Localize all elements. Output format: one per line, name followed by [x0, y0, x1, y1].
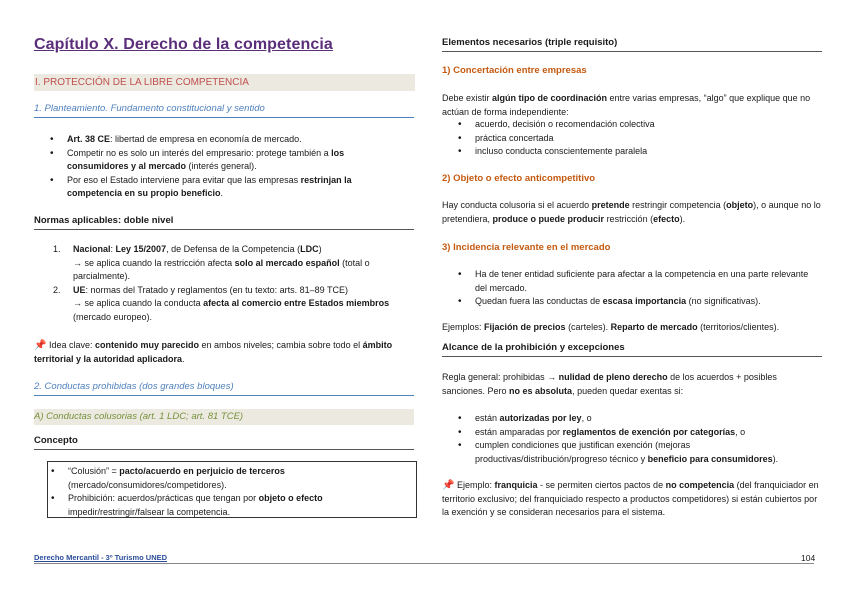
list-item: • acuerdo, decisión o recomendación colectiva: [455, 118, 815, 132]
list-item: • Por eso el Estado interviene para evitar que las empresas restrinjan la competencia en su propio beneficio.: [47, 174, 407, 201]
list-item: • práctica concertada: [455, 132, 815, 146]
franquicia-example: 📌 Ejemplo: franquicia - se permiten ciertos pactos de no competencia (del franquiciador en territorio exclusivo; del franquiciado respecto a productos competidores) si están cubiertos por la exención y se consideran necesarios para el sistema.: [442, 480, 819, 517]
concepto-box: [47, 461, 417, 518]
section-heading: I. PROTECCIÓN DE LA LIBRE COMPETENCIA: [34, 74, 415, 91]
list-item: • Quedan fuera las conductas de escasa importancia (no significativas).: [455, 295, 815, 309]
page-number: 104: [801, 553, 816, 563]
pushpin-icon: 📌: [34, 340, 47, 351]
list-item: • Art. 38 CE: libertad de empresa en economía de mercado.: [47, 133, 407, 147]
exenciones-list: [455, 412, 820, 466]
idea-clave: 📌 Idea clave: contenido muy parecido en ambos niveles; cambia sobre todo el ámbito territorial y la autoridad aplicadora.: [34, 340, 393, 364]
requisito-2-text: Hay conducta colusoria si el acuerdo pretende restringir competencia (objeto), o aunque no lo pretendiera, produce o puede producir restricción (efecto).: [442, 200, 821, 224]
pushpin-icon: 📌: [442, 480, 455, 491]
requisito-1-text: Debe existir algún tipo de coordinación entre varias empresas, “algo” que explique que no actúan de forma independiente:: [442, 93, 811, 117]
list-item: • incluso conducta conscientemente paralela: [455, 145, 815, 159]
footer-link[interactable]: Derecho Mercantil - 3º Turismo UNED: [34, 553, 168, 562]
fundamento-list: [47, 133, 407, 201]
requisito-3-heading: 3) Incidencia relevante en el mercado: [442, 242, 611, 253]
list-item: • “Colusión” = pacto/acuerdo en perjuicio de terceros (mercado/consumidores/competidores).: [48, 465, 408, 492]
list-item: • Ha de tener entidad suficiente para afectar a la competencia en una parte relevante del mercado.: [455, 268, 815, 295]
requisito-1-heading: 1) Concertación entre empresas: [442, 65, 587, 76]
elementos-heading: Elementos necesarios (triple requisito): [442, 37, 822, 52]
regla-general: Regla general: prohibidas → nulidad de pleno derecho de los acuerdos + posibles sanciones. Pero no es absoluta, pueden quedar exentas si:: [442, 372, 777, 396]
normas-list: [53, 243, 408, 324]
list-item: • Prohibición: acuerdos/prácticas que tengan por objeto o efecto impedir/restringir/falsear la competencia.: [48, 492, 408, 519]
requisito-3-list: [455, 268, 815, 309]
normas-heading: Normas aplicables: doble nivel: [34, 215, 414, 230]
subsection-a-heading: A) Conductas colusorias (art. 1 LDC; art. 81 TCE): [34, 409, 414, 425]
list-item: • están autorizadas por ley, o: [455, 412, 820, 426]
ejemplos-line: Ejemplos: Fijación de precios (carteles). Reparto de mercado (territorios/clientes).: [442, 322, 780, 332]
list-item: 1. Nacional: Ley 15/2007, de Defensa de la Competencia (LDC) → se aplica cuando la restricción afecta solo al mercado español (total o parcialmente).: [53, 244, 370, 281]
footer-divider: [34, 563, 814, 564]
list-item: • Competir no es solo un interés del empresario: protege también a los consumidores y al mercado (interés general).: [47, 147, 407, 174]
subsection-2-heading: 2. Conductas prohibidas (dos grandes bloques): [34, 381, 414, 396]
list-item: • están amparadas por reglamentos de exención por categorías, o: [455, 426, 820, 440]
alcance-heading: Alcance de la prohibición y excepciones: [442, 342, 822, 357]
requisito-2-heading: 2) Objeto o efecto anticompetitivo: [442, 173, 596, 184]
list-item: • cumplen condiciones que justifican exención (mejoras productivas/distribución/progreso técnico y beneficio para consumidores).: [455, 439, 820, 466]
subsection-1-heading: 1. Planteamiento. Fundamento constitucional y sentido: [34, 103, 414, 118]
chapter-title: Capítulo X. Derecho de la competencia: [34, 36, 333, 53]
requisito-1-list: [455, 118, 815, 159]
list-item: 2. UE: normas del Tratado y reglamentos (en tu texto: arts. 81–89 TCE) → se aplica cuando la conducta afecta al comercio entre Estados miembros (mercado europeo).: [53, 284, 390, 322]
concepto-heading: Concepto: [34, 435, 414, 450]
